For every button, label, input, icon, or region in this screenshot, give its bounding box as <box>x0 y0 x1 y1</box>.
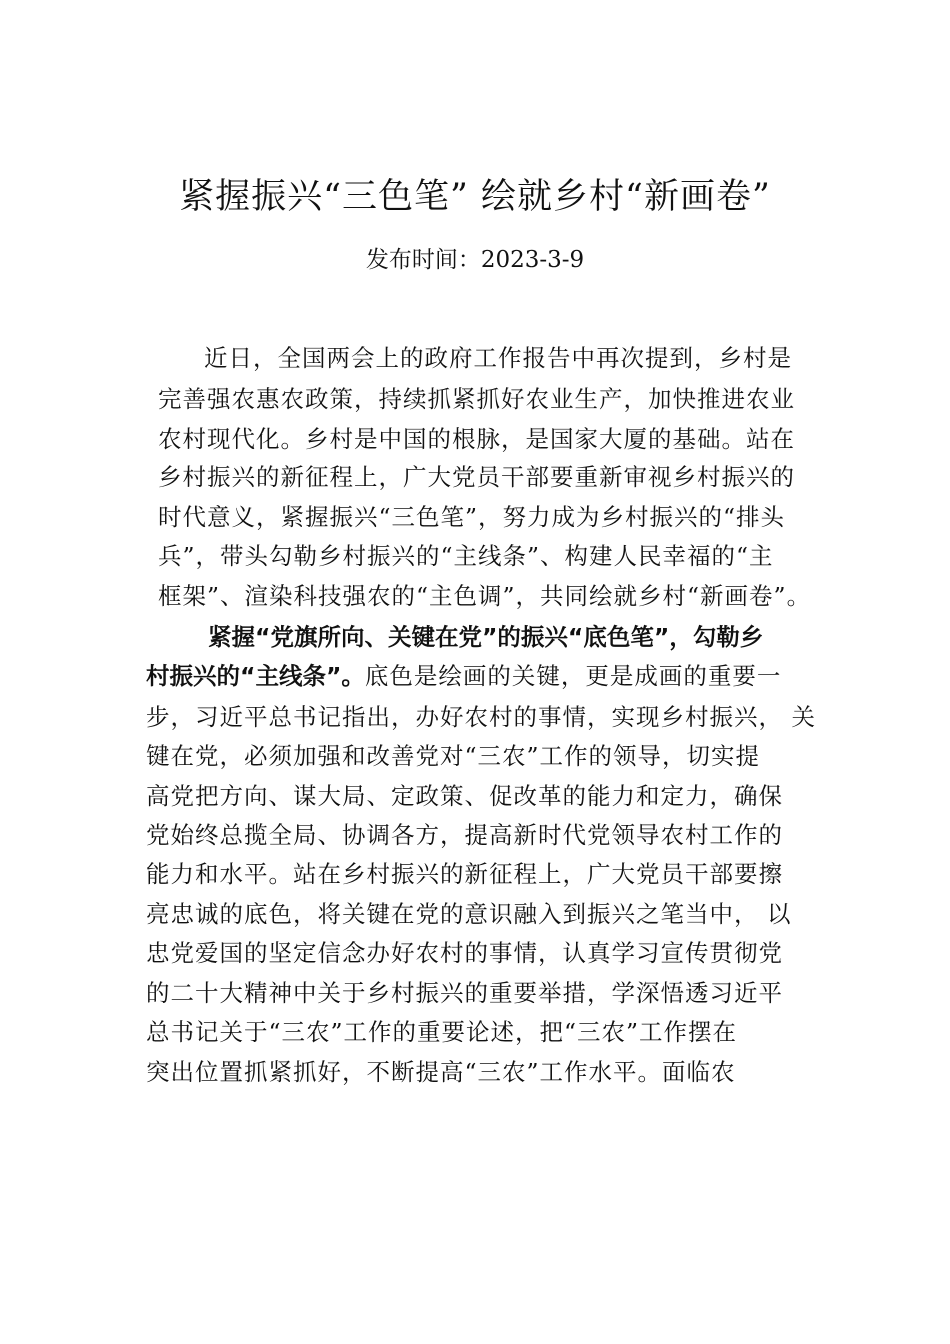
paragraph-2-line: 党始终总揽全局、协调各方，提高新时代党领导农村工作的 <box>146 821 783 849</box>
paragraph-2-line: 高党把方向、谋大局、定政策、促改革的能力和定力，确保 <box>146 782 783 810</box>
paragraph-2-text: 底色是绘画的关键，更是成画的重要一 <box>364 662 782 690</box>
paragraph-1-line: 兵”，带头勾勒乡村振兴的“主线条”、构建人民幸福的“主 <box>158 542 774 570</box>
paragraph-1-line: 乡村振兴的新征程上，广大党员干部要重新审视乡村振兴的 <box>158 463 795 491</box>
paragraph-2-line: 键在党，必须加强和改善党对“三农”工作的领导，切实提 <box>146 742 761 770</box>
paragraph-2-line: 能力和水平。站在乡村振兴的新征程上，广大党员干部要擦 <box>146 860 783 888</box>
paragraph-2-line: 步，习近平总书记指出，办好农村的事情，实现乡村振兴， 关 <box>146 703 816 731</box>
paragraph-1-line: 时代意义，紧握振兴“三色笔”，努力成为乡村振兴的“排头 <box>158 503 786 531</box>
paragraph-2-line: 的二十大精神中关于乡村振兴的重要举措，学深悟透习近平 <box>146 979 783 1007</box>
paragraph-2-heading-end: 村振兴的“主线条”。 <box>146 662 365 690</box>
paragraph-1-line: 完善强农惠农政策，持续抓紧抓好农业生产，加快推进农业 <box>158 385 795 413</box>
paragraph-1-line: 农村现代化。乡村是中国的根脉，是国家大厦的基础。站在 <box>158 425 795 453</box>
paragraph-2-line: 亮忠诚的底色，将关键在党的意识融入到振兴之笔当中， 以 <box>146 900 792 928</box>
paragraph-2-line: 总书记关于“三农”工作的重要论述，把“三农”工作摆在 <box>146 1018 738 1046</box>
document-title: 紧握振兴“三色笔” 绘就乡村“新画卷” <box>179 177 771 217</box>
paragraph-2-line <box>146 656 826 696</box>
paragraph-2-line: 忠党爱国的坚定信念办好农村的事情，认真学习宣传贯彻党 <box>146 939 783 967</box>
paragraph-1-line: 近日，全国两会上的政府工作报告中再次提到，乡村是 <box>204 344 792 372</box>
paragraph-1-line: 框架”、渲染科技强农的“主色调”，共同绘就乡村“新画卷”。 <box>158 582 812 610</box>
paragraph-2-heading: 紧握“党旗所向、关键在党”的振兴“底色笔”，勾勒乡 <box>208 623 764 651</box>
publish-date: 发布时间：2023-3-9 <box>365 247 585 273</box>
paragraph-2-line: 突出位置抓紧抓好，不断提高“三农”工作水平。面临农 <box>146 1058 736 1086</box>
